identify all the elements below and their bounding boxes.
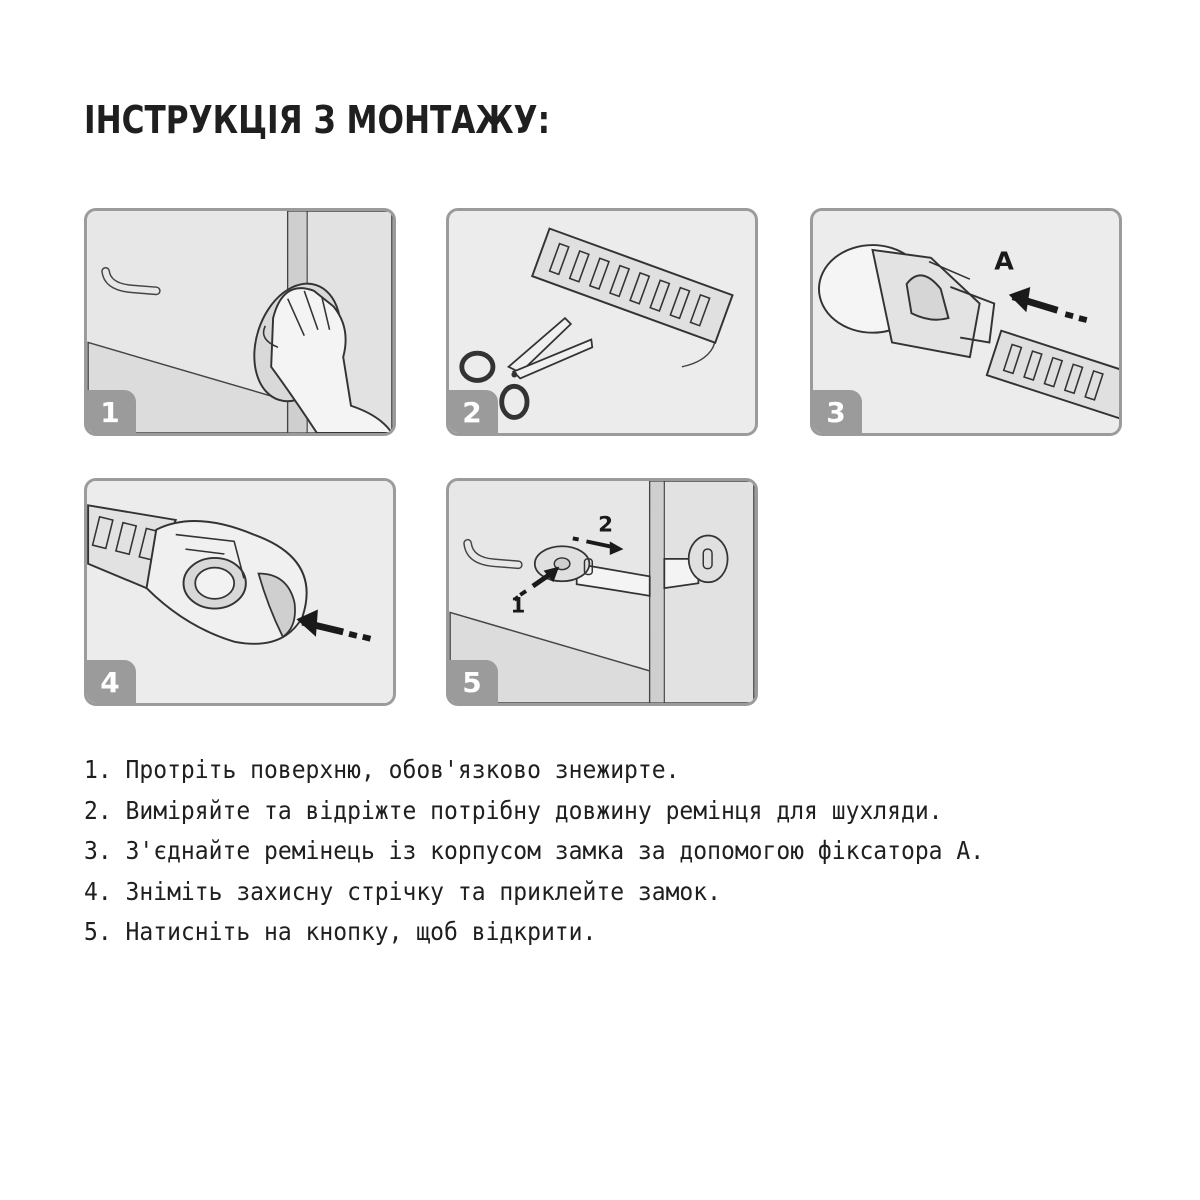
step-number-badge: 4 xyxy=(84,660,136,706)
instruction-panel-1 xyxy=(84,208,396,436)
instruction-panel-2 xyxy=(446,208,758,436)
instruction-panel-4 xyxy=(84,478,396,706)
step-text-2: 2. Виміряйте та відріжте потрібну довжину ремінця для шухляди. xyxy=(84,795,943,825)
instruction-panel-3 xyxy=(810,208,1122,436)
press-label-1: 1 xyxy=(510,593,526,619)
step-text-3: 3. З'єднайте ремінець із корпусом замка за допомогою фіксатора А. xyxy=(84,836,985,865)
step-number-badge: 1 xyxy=(84,390,136,436)
step-text-4: 4. Зніміть захисну стрічку та приклейте замок. xyxy=(84,876,721,906)
step-number-badge: 5 xyxy=(446,660,498,706)
step-number-badge: 3 xyxy=(810,390,862,436)
instruction-panel-5 xyxy=(446,478,758,706)
step-number-badge: 2 xyxy=(446,390,498,436)
step-text-5: 5. Натисніть на кнопку, щоб відкрити. xyxy=(84,917,597,946)
fixer-label-a: A xyxy=(994,246,1014,276)
step-text-1: 1. Протріть поверхню, обов'язково знежирте. xyxy=(84,755,680,784)
page-title: ІНСТРУКЦІЯ З МОНТАЖУ: xyxy=(84,98,551,142)
slide-label-2: 2 xyxy=(598,512,614,538)
instruction-steps-list xyxy=(84,750,1062,953)
